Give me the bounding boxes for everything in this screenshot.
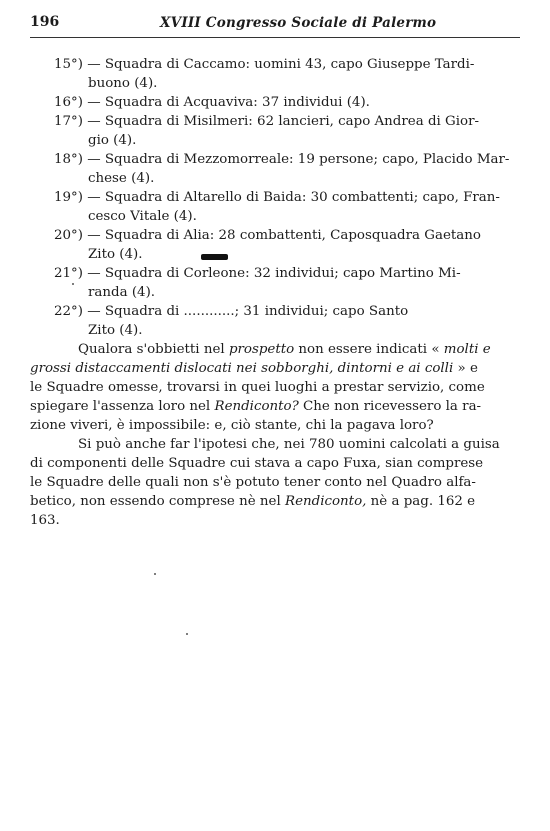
text-run: betico, non essendo comprese nè nel: [30, 494, 286, 509]
text-line: le Squadre delle quali non s'è potuto tener conto nel Quadro alfa-: [30, 475, 476, 490]
speck: [154, 573, 156, 575]
text-run: spiegare l'assenza loro nel: [30, 399, 215, 414]
entry-continuation: Zito (4).: [88, 247, 143, 262]
text-line: zione viveri, è impossibile: e, ciò stante, chi la pagava loro?: [30, 418, 434, 433]
entry-continuation: Zito (4).: [88, 323, 143, 338]
text-run-italic: prospetto: [228, 342, 295, 357]
entry-number: 18°): [54, 152, 83, 167]
list-item: [54, 188, 520, 226]
text-run-italic: Rendiconto,: [285, 494, 367, 509]
entry-continuation: gio (4).: [88, 133, 137, 148]
ink-smudge: [201, 254, 228, 260]
text-line: 163.: [30, 513, 60, 528]
list-item: [54, 302, 520, 340]
text-line: Si può anche far l'ipotesi che, nei 780 uomini calcolati a guisa: [78, 437, 500, 452]
text-line: di componenti delle Squadre cui stava a capo Fuxa, sian comprese: [30, 456, 484, 471]
entry-continuation: randa (4).: [88, 285, 156, 300]
text-run: » e: [453, 361, 478, 376]
list-item: [54, 264, 520, 302]
speck: [186, 633, 188, 635]
entry-number: 17°): [54, 114, 83, 129]
entry-continuation: chese (4).: [88, 171, 155, 186]
entry-number: 20°): [54, 228, 83, 243]
text-line: le Squadre omesse, trovarsi in quei luoghi a prestar servizio, come: [30, 380, 485, 395]
speck: [72, 283, 74, 285]
entry-text: — Squadra di Altarello di Baida: 30 combattenti; capo, Fran-: [82, 190, 500, 205]
list-item: [54, 150, 520, 188]
list-item: [54, 112, 520, 150]
entry-text: — Squadra di Caccamo: uomini 43, capo Giuseppe Tardi-: [82, 57, 475, 72]
entry-text: — Squadra di Misilmeri: 62 lancieri, capo Andrea di Gior-: [82, 114, 480, 129]
entry-text: — Squadra di ............; 31 individui; capo Santo: [82, 304, 409, 319]
text-run-italic: Rendiconto?: [214, 399, 299, 414]
text-run: nè a pag. 162 e: [366, 494, 476, 509]
text-run: Qualora s'obbietti nel: [78, 342, 229, 357]
entry-continuation: cesco Vitale (4).: [88, 209, 197, 224]
text-run-italic: molti e: [443, 342, 491, 357]
paragraph: [30, 435, 520, 530]
entry-number: 19°): [54, 190, 83, 205]
body-text: [30, 55, 520, 530]
page-header: [30, 14, 518, 34]
list-item: [54, 93, 520, 112]
entry-number: 15°): [54, 57, 83, 72]
header-rule: [30, 37, 520, 38]
entry-number: 21°): [54, 266, 83, 281]
entry-text: — Squadra di Acquaviva: 37 individui (4).: [82, 95, 370, 110]
text-run: non essere indicati «: [294, 342, 444, 357]
entry-text: — Squadra di Alia: 28 combattenti, Caposquadra Gaetano: [82, 228, 481, 243]
page-number: 196: [30, 14, 60, 30]
list-item: [54, 55, 520, 93]
text-run: Che non ricevessero la ra-: [298, 399, 482, 414]
list-item: [54, 226, 520, 264]
entry-text: — Squadra di Corleone: 32 individui; capo Martino Mi-: [82, 266, 461, 281]
entry-number: 22°): [54, 304, 83, 319]
entry-number: 16°): [54, 95, 83, 110]
entry-continuation: buono (4).: [88, 76, 158, 91]
text-run-italic: grossi distaccamenti dislocati nei sobborghi, dintorni e ai colli: [30, 361, 454, 376]
paragraph: [30, 340, 520, 435]
entry-text: — Squadra di Mezzomorreale: 19 persone; capo, Placido Mar-: [82, 152, 510, 167]
running-title: XVIII Congresso Sociale di Palermo: [160, 15, 437, 31]
